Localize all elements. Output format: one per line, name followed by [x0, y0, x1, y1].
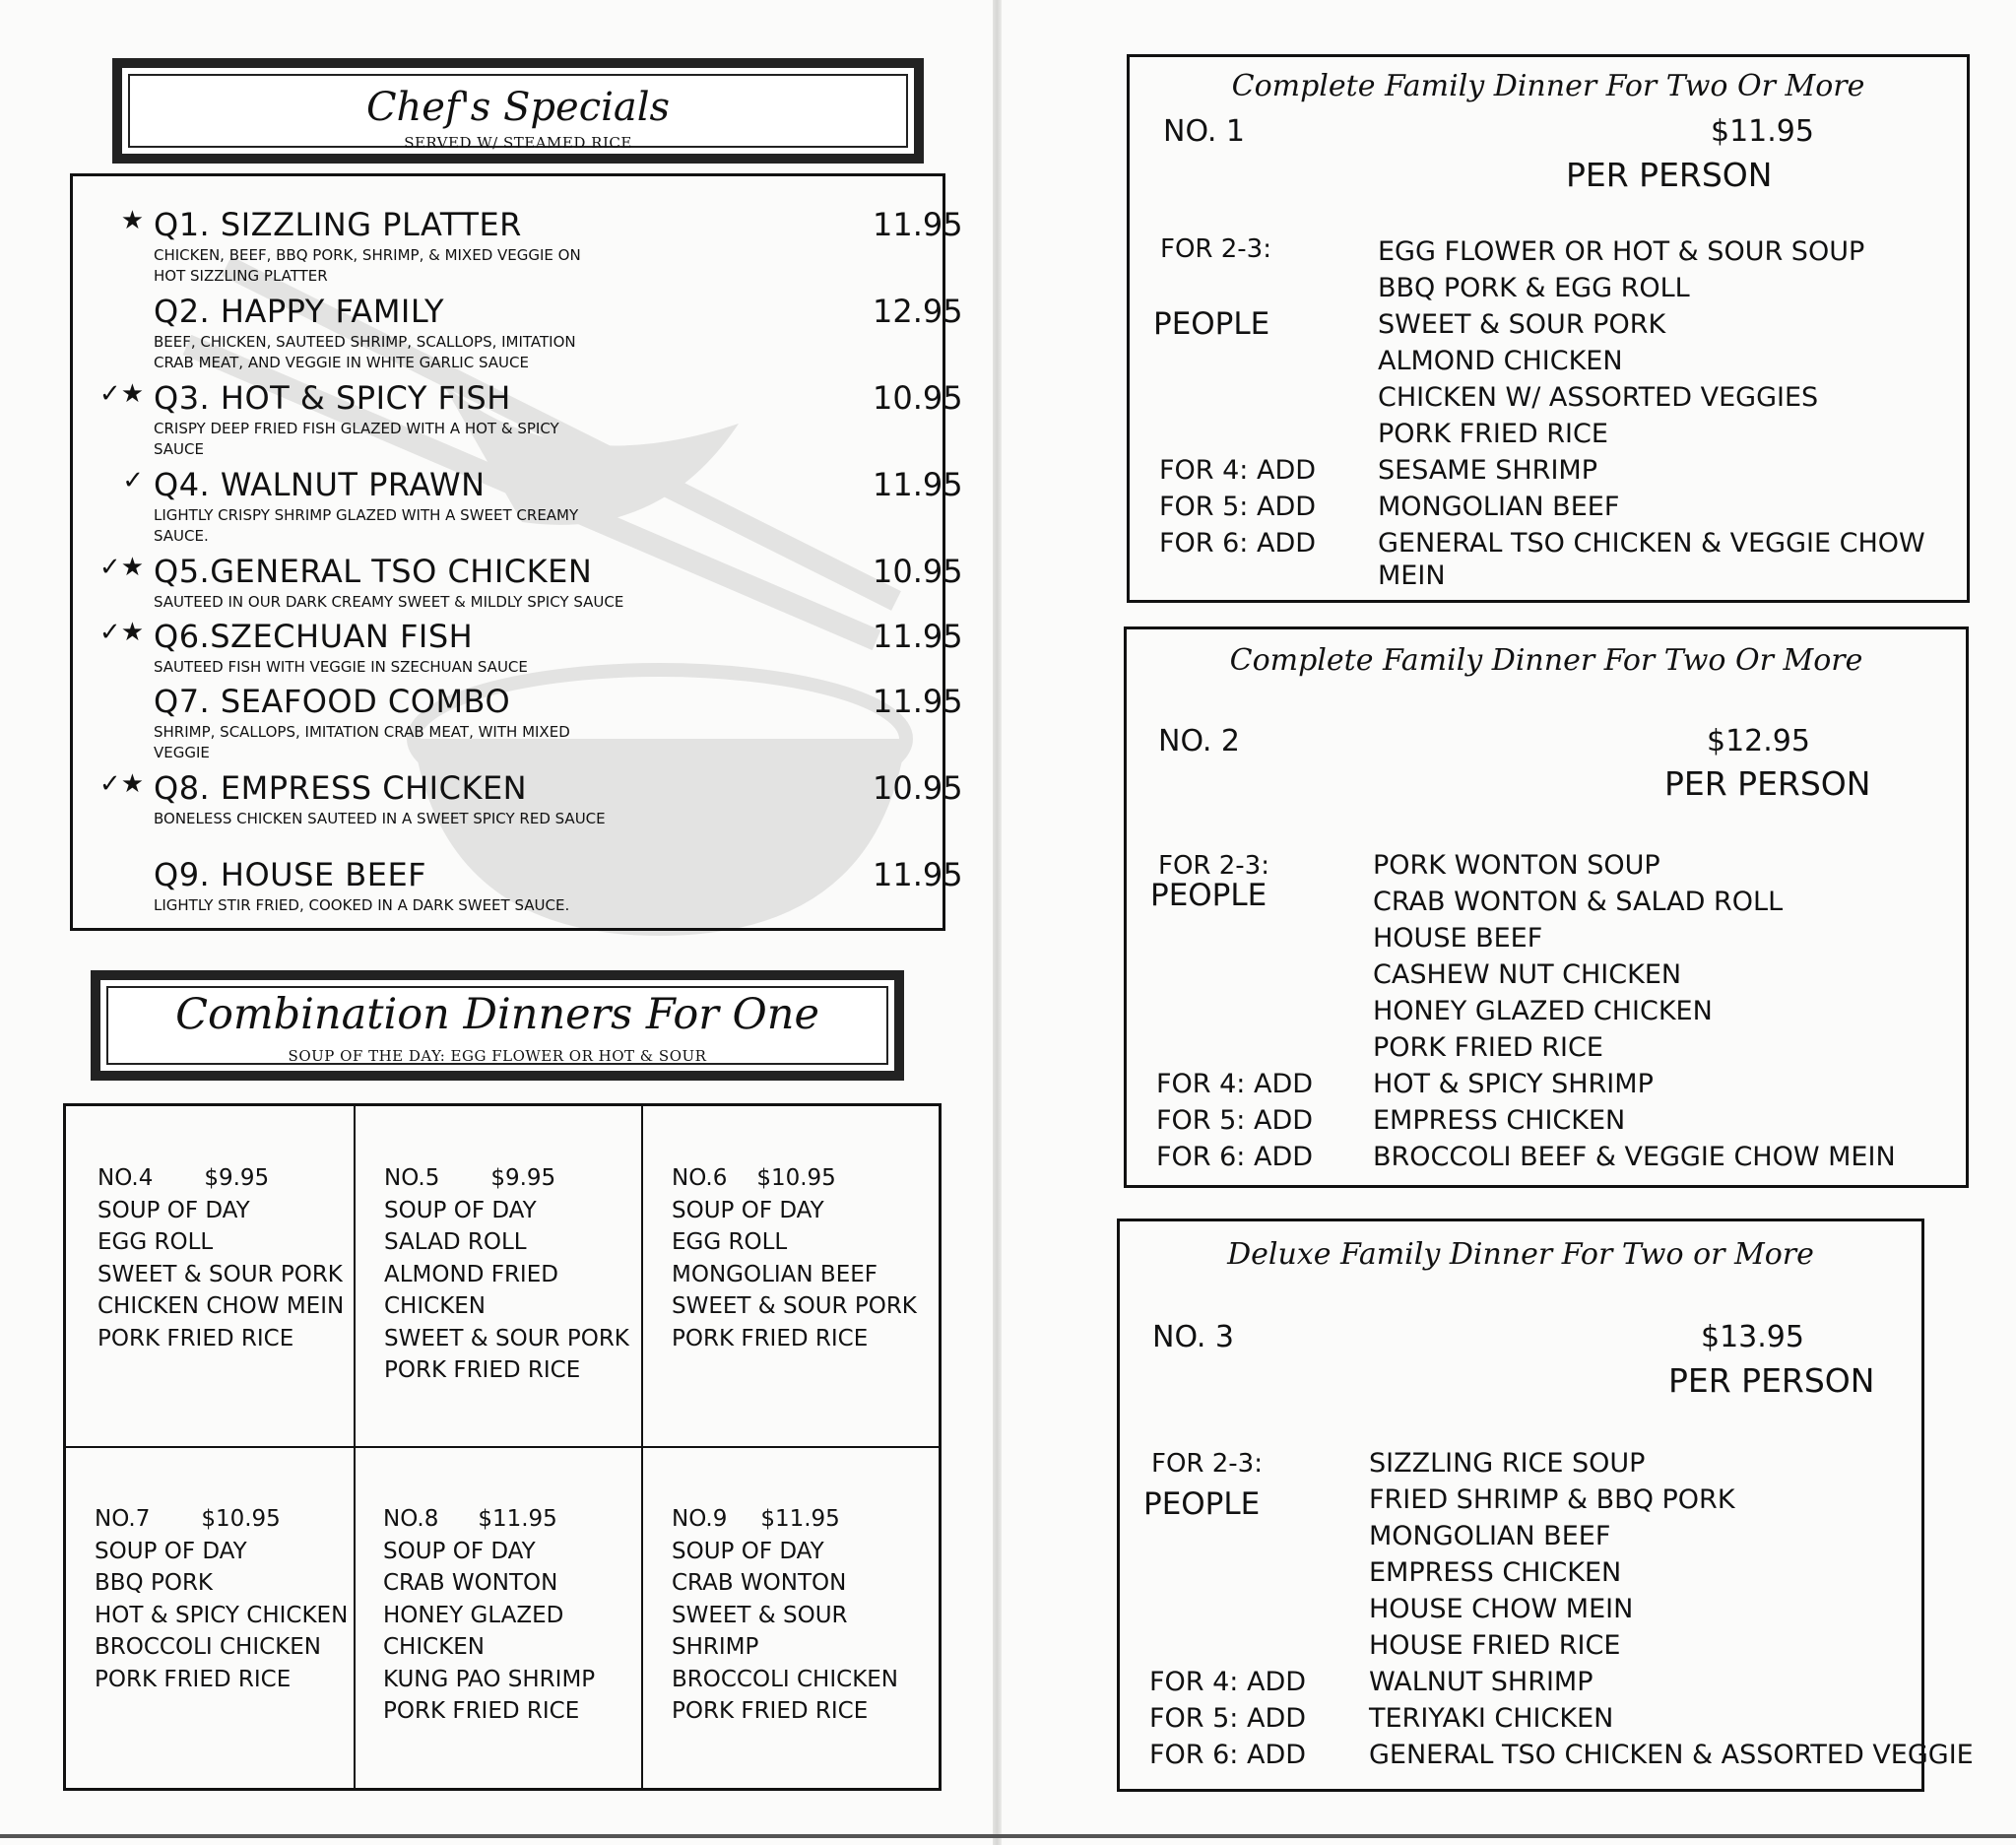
item-mark: ✓ — [122, 466, 144, 495]
combo-number: NO.4 — [98, 1165, 154, 1191]
item-name: Q5.GENERAL TSO CHICKEN — [154, 553, 593, 590]
item-desc: LIGHTLY CRISPY SHRIMP GLAZED WITH A SWEET CREAMY SAUCE. — [154, 506, 579, 545]
item-price: 11.95 — [873, 683, 963, 720]
chef-specials-title: Chef's Specials — [365, 85, 671, 130]
list-item — [95, 683, 963, 761]
item-mark: ✓★ — [98, 379, 144, 409]
combo-line: PORK FRIED RICE — [98, 1325, 294, 1351]
combo-line: SOUP OF DAY — [383, 1538, 536, 1564]
dinner-per-person: PER PERSON — [1664, 764, 1871, 803]
chef-specials-subtitle: SERVED W/ STEAMED RICE — [404, 134, 632, 152]
course-line: CRAB WONTON & SALAD ROLL — [1373, 887, 1784, 917]
combo-number: NO.9 — [672, 1506, 728, 1532]
combo-line: PORK FRIED RICE — [383, 1698, 580, 1724]
chef-specials-header — [112, 58, 924, 164]
item-name: Q6.SZECHUAN FISH — [154, 618, 474, 655]
combo-line: SOUP OF DAY — [672, 1538, 824, 1564]
dinner-for-2-3: FOR 2-3: — [1160, 234, 1271, 264]
item-price: 11.95 — [873, 618, 963, 655]
item-mark: ★ — [120, 206, 144, 235]
combo-line: MONGOLIAN BEEF — [672, 1261, 878, 1287]
course-line: HOUSE FRIED RICE — [1369, 1630, 1621, 1661]
dinner-add-labels — [1159, 452, 1316, 561]
dinner-price: $11.95 — [1711, 114, 1814, 149]
combo-cell — [672, 1503, 939, 1728]
course-line: HOUSE CHOW MEIN — [1369, 1594, 1634, 1624]
combo-line: SOUP OF DAY — [672, 1197, 824, 1223]
bottom-edge — [0, 1834, 2016, 1838]
dinner-add-labels — [1156, 1066, 1313, 1175]
course-line: HONEY GLAZED CHICKEN — [1373, 996, 1713, 1026]
family-dinner-no1 — [1127, 54, 1970, 603]
combination-title: Combination Dinners For One — [175, 990, 819, 1039]
dinner-people: PEOPLE — [1153, 306, 1270, 342]
add-label: FOR 6: ADD — [1156, 1142, 1314, 1172]
item-price: 11.95 — [873, 856, 963, 893]
course-line: GENERAL TSO CHICKEN & VEGGIE CHOW — [1378, 528, 1925, 559]
combo-price: $11.95 — [760, 1506, 840, 1532]
combo-line: SOUP OF DAY — [98, 1197, 250, 1223]
combo-line: EGG ROLL — [672, 1229, 788, 1255]
item-name: Q4. WALNUT PRAWN — [154, 466, 486, 503]
item-price: 11.95 — [873, 466, 963, 503]
item-desc: SAUTEED IN OUR DARK CREAMY SWEET & MILDLY SPICY SAUCE — [154, 593, 624, 611]
item-desc: CHICKEN, BEEF, BBQ PORK, SHRIMP, & MIXED VEGGIE ON HOT SIZZLING PLATTER — [154, 246, 581, 285]
combo-number: NO.6 — [672, 1165, 728, 1191]
add-label: FOR 4: ADD — [1156, 1069, 1314, 1099]
combo-price: $11.95 — [478, 1506, 557, 1532]
course-line: PORK FRIED RICE — [1378, 419, 1608, 449]
list-item — [95, 856, 963, 935]
course-line: HOUSE BEEF — [1373, 923, 1543, 954]
dinner-title: Complete Family Dinner For Two Or More — [1229, 643, 1863, 678]
course-line: EMPRESS CHICKEN — [1373, 1105, 1626, 1136]
add-label: FOR 6: ADD — [1149, 1740, 1307, 1770]
list-item — [95, 769, 963, 848]
dinner-people: PEOPLE — [1150, 878, 1268, 913]
combo-line: PORK FRIED RICE — [672, 1698, 869, 1724]
family-dinner-no3 — [1117, 1219, 1974, 1792]
combo-line: CRAB WONTON — [672, 1570, 847, 1596]
combo-line: SOUP OF DAY — [384, 1197, 537, 1223]
dinner-add-labels — [1149, 1664, 1306, 1773]
item-name: Q2. HAPPY FAMILY — [154, 293, 444, 330]
course-line: BBQ PORK & EGG ROLL — [1378, 273, 1690, 303]
combination-header — [91, 970, 904, 1081]
combo-line: CHICKEN CHOW MEIN — [98, 1293, 345, 1319]
list-item — [95, 206, 963, 285]
course-line: MEIN — [1378, 560, 1446, 591]
course-line: CASHEW NUT CHICKEN — [1373, 959, 1682, 990]
add-label: FOR 5: ADD — [1149, 1703, 1307, 1734]
combo-line: EGG ROLL — [98, 1229, 214, 1255]
course-line: SESAME SHRIMP — [1378, 455, 1597, 486]
item-desc: BONELESS CHICKEN SAUTEED IN A SWEET SPICY RED SAUCE — [154, 810, 606, 827]
combo-line: CHICKEN — [383, 1634, 486, 1660]
combo-line: HOT & SPICY CHICKEN — [95, 1602, 349, 1628]
dinner-for-2-3: FOR 2-3: — [1151, 1449, 1263, 1479]
combo-cell — [98, 1162, 344, 1354]
combo-line: SWEET & SOUR PORK — [98, 1261, 343, 1287]
course-line: EGG FLOWER OR HOT & SOUR SOUP — [1378, 236, 1865, 267]
item-desc: CRISPY DEEP FRIED FISH GLAZED WITH A HOT & SPICY SAUCE — [154, 420, 559, 458]
combo-line: BROCCOLI CHICKEN — [672, 1666, 899, 1692]
item-name: Q7. SEAFOOD COMBO — [154, 683, 511, 720]
item-price: 10.95 — [873, 379, 963, 417]
course-line: FRIED SHRIMP & BBQ PORK — [1369, 1484, 1735, 1515]
item-price: 10.95 — [873, 553, 963, 590]
combo-price: $10.95 — [201, 1506, 281, 1532]
dinner-number: NO. 3 — [1152, 1320, 1234, 1354]
combo-line: PORK FRIED RICE — [672, 1325, 869, 1351]
grid-divider — [66, 1446, 939, 1448]
item-price: 12.95 — [873, 293, 963, 330]
dinner-price: $12.95 — [1707, 724, 1810, 758]
course-line: HOT & SPICY SHRIMP — [1373, 1069, 1654, 1099]
family-dinner-no2 — [1124, 626, 1969, 1188]
list-item — [95, 293, 963, 371]
item-name: Q3. HOT & SPICY FISH — [154, 379, 511, 417]
combo-number: NO.5 — [384, 1165, 440, 1191]
combo-line: SOUP OF DAY — [95, 1538, 247, 1564]
dinner-people: PEOPLE — [1143, 1486, 1261, 1522]
course-line: SWEET & SOUR PORK — [1378, 309, 1666, 340]
course-line: PORK WONTON SOUP — [1373, 850, 1660, 881]
combo-line: BBQ PORK — [95, 1570, 214, 1596]
dinner-per-person: PER PERSON — [1566, 156, 1773, 194]
course-line: ALMOND CHICKEN — [1378, 346, 1623, 376]
course-line: WALNUT SHRIMP — [1369, 1667, 1593, 1697]
item-mark: ✓★ — [98, 618, 144, 647]
add-label: FOR 5: ADD — [1156, 1105, 1314, 1136]
course-line: GENERAL TSO CHICKEN & ASSORTED VEGGIE — [1369, 1740, 1974, 1770]
dinner-courses — [1369, 1445, 1974, 1773]
chef-specials-list — [70, 173, 963, 931]
item-desc: SHRIMP, SCALLOPS, IMITATION CRAB MEAT, WITH MIXED VEGGIE — [154, 723, 570, 761]
item-mark: ✓★ — [98, 769, 144, 799]
combo-cell — [95, 1503, 348, 1695]
dinner-number: NO. 1 — [1163, 114, 1245, 149]
combo-number: NO.8 — [383, 1506, 439, 1532]
item-name: Q1. SIZZLING PLATTER — [154, 206, 522, 243]
combo-price: $9.95 — [490, 1165, 556, 1191]
course-line: TERIYAKI CHICKEN — [1369, 1703, 1614, 1734]
combo-cell — [383, 1503, 595, 1728]
course-line: PORK FRIED RICE — [1373, 1032, 1603, 1063]
combo-line: CRAB WONTON — [383, 1570, 558, 1596]
combo-line: SALAD ROLL — [384, 1229, 527, 1255]
add-label: FOR 5: ADD — [1159, 492, 1317, 522]
course-line: BROCCOLI BEEF & VEGGIE CHOW MEIN — [1373, 1142, 1896, 1172]
combo-line: PORK FRIED RICE — [95, 1666, 292, 1692]
dinner-for-2-3: FOR 2-3: — [1158, 851, 1269, 881]
combo-line: ALMOND FRIED — [384, 1261, 558, 1287]
add-label: FOR 6: ADD — [1159, 528, 1317, 559]
page-fold — [993, 0, 1002, 1845]
dinner-courses — [1378, 233, 1925, 591]
item-name: Q9. HOUSE BEEF — [154, 856, 427, 893]
combo-line: KUNG PAO SHRIMP — [383, 1666, 596, 1692]
item-mark: ✓★ — [98, 553, 144, 582]
combination-subtitle: SOUP OF THE DAY: EGG FLOWER OR HOT & SOUR — [288, 1047, 707, 1065]
combination-grid — [63, 1103, 942, 1791]
combo-price: $9.95 — [204, 1165, 270, 1191]
add-label: FOR 4: ADD — [1159, 455, 1317, 486]
combo-cell — [672, 1162, 917, 1354]
item-desc: LIGHTLY STIR FRIED, COOKED IN A DARK SWEET SAUCE. — [154, 896, 570, 914]
combo-line: CHICKEN — [384, 1293, 487, 1319]
combo-cell — [384, 1162, 629, 1387]
list-item — [95, 379, 963, 458]
course-line: CHICKEN W/ ASSORTED VEGGIES — [1378, 382, 1819, 413]
course-line: MONGOLIAN BEEF — [1369, 1521, 1611, 1551]
combo-line: BROCCOLI CHICKEN — [95, 1634, 322, 1660]
item-desc: SAUTEED FISH WITH VEGGIE IN SZECHUAN SAUCE — [154, 658, 528, 676]
dinner-price: $13.95 — [1701, 1320, 1804, 1354]
item-desc: BEEF, CHICKEN, SAUTEED SHRIMP, SCALLOPS, IMITATION CRAB MEAT, AND VEGGIE IN WHITE GARLIC SAUCE — [154, 333, 576, 371]
course-line: EMPRESS CHICKEN — [1369, 1557, 1622, 1588]
dinner-per-person: PER PERSON — [1668, 1361, 1875, 1400]
dinner-courses — [1373, 847, 1896, 1175]
course-line: MONGOLIAN BEEF — [1378, 492, 1620, 522]
course-line: SIZZLING RICE SOUP — [1369, 1448, 1646, 1479]
combo-line: SWEET & SOUR PORK — [384, 1325, 629, 1351]
combo-price: $10.95 — [756, 1165, 836, 1191]
list-item — [95, 466, 963, 545]
add-label: FOR 4: ADD — [1149, 1667, 1307, 1697]
dinner-title: Deluxe Family Dinner For Two or More — [1227, 1237, 1814, 1272]
combo-line: SWEET & SOUR SHRIMP — [672, 1602, 848, 1660]
combo-line: PORK FRIED RICE — [384, 1357, 581, 1383]
item-name: Q8. EMPRESS CHICKEN — [154, 769, 528, 807]
dinner-number: NO. 2 — [1158, 724, 1240, 758]
item-price: 10.95 — [873, 769, 963, 807]
combo-number: NO.7 — [95, 1506, 151, 1532]
dinner-title: Complete Family Dinner For Two Or More — [1231, 69, 1865, 103]
item-price: 11.95 — [873, 206, 963, 243]
combo-line: SWEET & SOUR PORK — [672, 1293, 917, 1319]
combo-line: HONEY GLAZED — [383, 1602, 564, 1628]
